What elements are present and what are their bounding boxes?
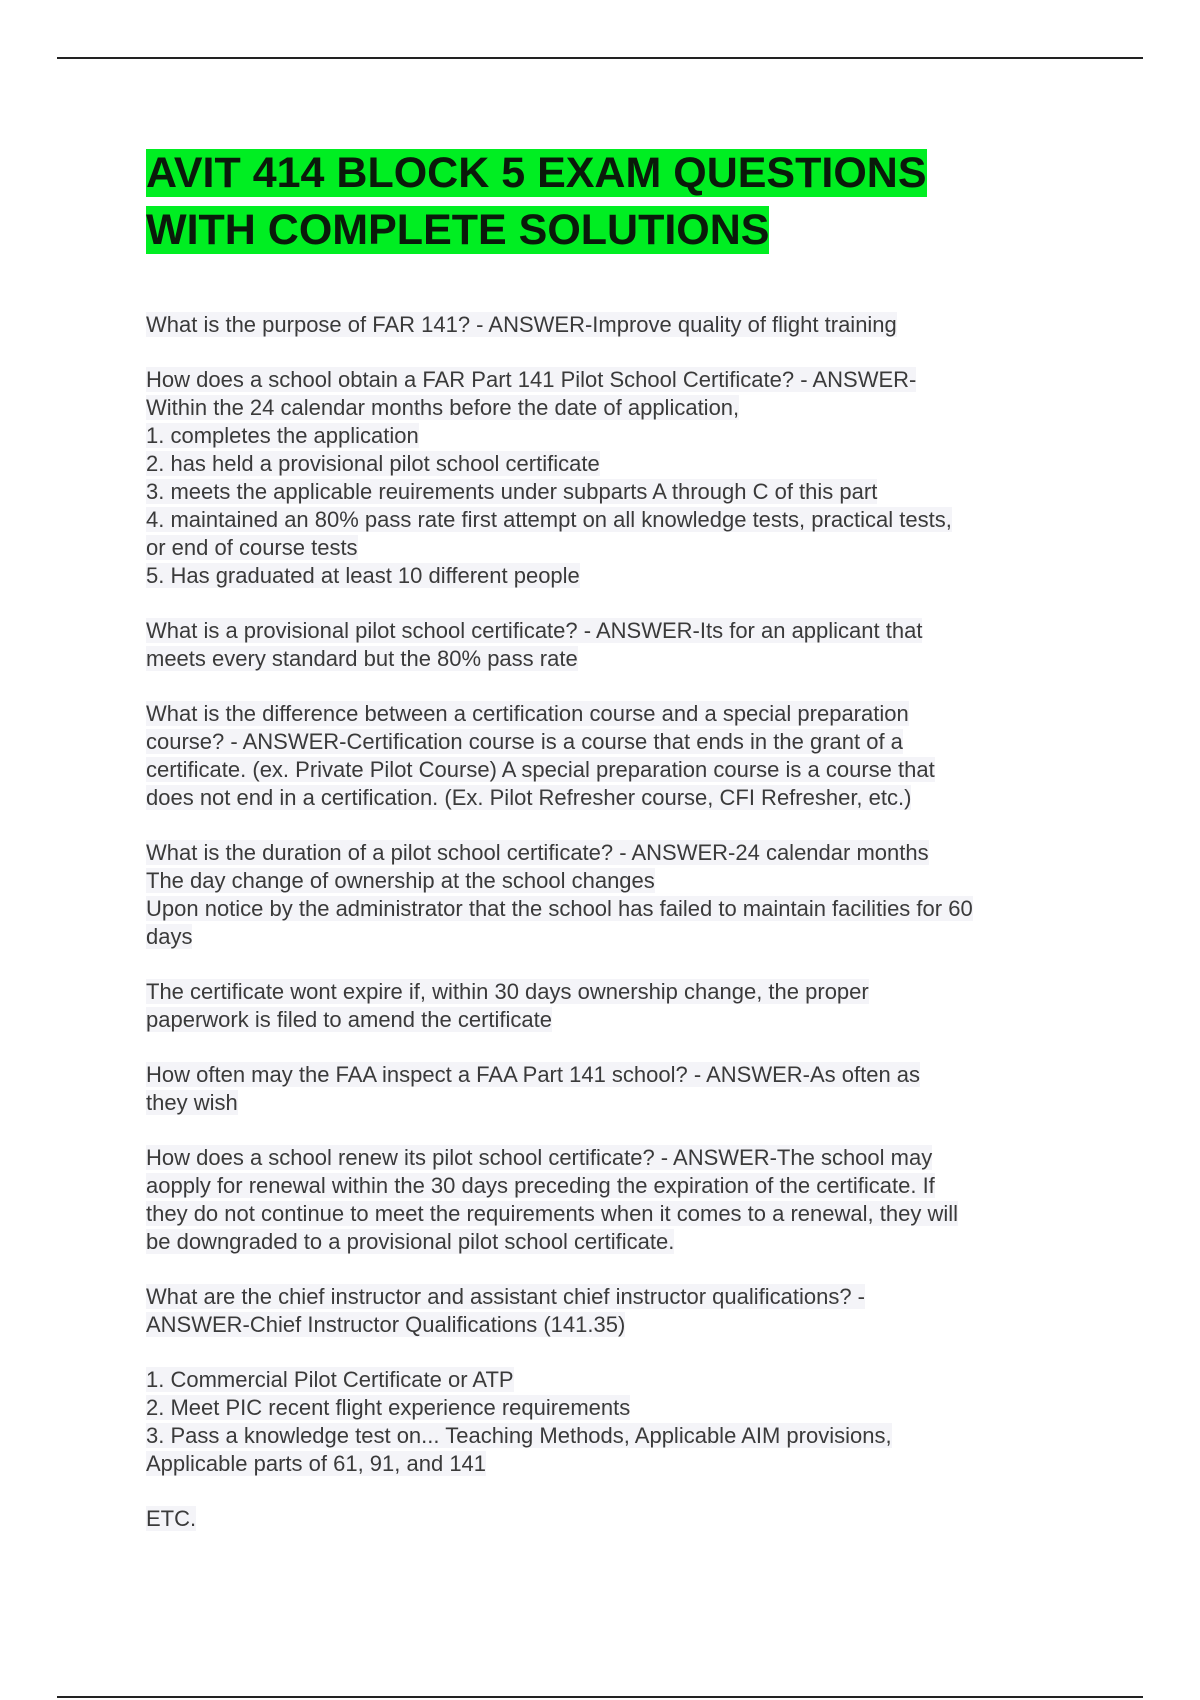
text-line [146, 394, 1066, 422]
text-line-content: How often may the FAA inspect a FAA Part 141 school? - ANSWER-As often as [146, 1062, 921, 1087]
text-line [146, 1144, 1066, 1172]
qa-list [146, 311, 1066, 1533]
text-line-content: they wish [146, 1090, 238, 1115]
text-line-content: does not end in a certification. (Ex. Pilot Refresher course, CFI Refresher, etc.) [146, 785, 912, 810]
text-line-content: certificate. (ex. Private Pilot Course) A special preparation course is a course that [146, 757, 935, 782]
text-line [146, 645, 1066, 673]
qa-block [146, 311, 1066, 339]
text-line-content: What is the purpose of FAR 141? - ANSWER-Improve quality of flight training [146, 312, 897, 337]
text-line-content: be downgraded to a provisional pilot school certificate. [146, 1229, 675, 1254]
text-line-content: How does a school renew its pilot school certificate? - ANSWER-The school may [146, 1145, 933, 1170]
qa-block [146, 1144, 1066, 1256]
text-line-content: ANSWER-Chief Instructor Qualifications (141.35) [146, 1312, 626, 1337]
text-line [146, 1061, 1066, 1089]
text-line [146, 923, 1066, 951]
text-line-content: Within the 24 calendar months before the date of application, [146, 395, 740, 420]
text-line-content: Upon notice by the administrator that the school has failed to maintain facilities for 60 [146, 896, 973, 921]
top-divider [57, 57, 1143, 59]
text-line [146, 728, 1066, 756]
text-line [146, 506, 1066, 534]
text-line-content: 5. Has graduated at least 10 different people [146, 563, 580, 588]
text-line-content: What are the chief instructor and assistant chief instructor qualifications? - [146, 1284, 866, 1309]
text-line-content: What is the difference between a certification course and a special preparation [146, 701, 909, 726]
text-line [146, 1200, 1066, 1228]
text-line [146, 1228, 1066, 1256]
text-line [146, 1505, 1066, 1533]
text-line-content: How does a school obtain a FAR Part 141 Pilot School Certificate? - ANSWER- [146, 367, 917, 392]
text-line-content: meets every standard but the 80% pass rate [146, 646, 578, 671]
text-line [146, 1394, 1066, 1422]
text-line [146, 1450, 1066, 1478]
qa-block [146, 617, 1066, 673]
text-line-content: paperwork is filed to amend the certificate [146, 1007, 552, 1032]
text-line [146, 839, 1066, 867]
text-line-content: What is a provisional pilot school certificate? - ANSWER-Its for an applicant that [146, 618, 923, 643]
text-line-content: Applicable parts of 61, 91, and 141 [146, 1451, 487, 1476]
text-line [146, 700, 1066, 728]
qa-block [146, 366, 1066, 590]
qa-block [146, 1505, 1066, 1533]
text-line-content: The day change of ownership at the school changes [146, 868, 655, 893]
text-line-content: 2. Meet PIC recent flight experience requirements [146, 1395, 631, 1420]
text-line-content: aopply for renewal within the 30 days preceding the expiration of the certificate. If [146, 1173, 935, 1198]
qa-block [146, 839, 1066, 951]
text-line [146, 1366, 1066, 1394]
text-line [146, 311, 1066, 339]
text-line-content: What is the duration of a pilot school certificate? - ANSWER-24 calendar months [146, 840, 929, 865]
text-line-content: 3. meets the applicable reuirements under subparts A through C of this part [146, 479, 878, 504]
title-line-2: WITH COMPLETE SOLUTIONS [146, 206, 770, 254]
text-line-content: 3. Pass a knowledge test on... Teaching Methods, Applicable AIM provisions, [146, 1423, 892, 1448]
qa-block [146, 700, 1066, 812]
document-title [146, 145, 1066, 259]
document-body [146, 145, 1066, 1560]
text-line-content: ETC. [146, 1506, 197, 1531]
text-line-content: 1. Commercial Pilot Certificate or ATP [146, 1367, 514, 1392]
text-line [146, 867, 1066, 895]
text-line-content: 1. completes the application [146, 423, 419, 448]
text-line [146, 1311, 1066, 1339]
text-line [146, 784, 1066, 812]
qa-block [146, 1366, 1066, 1478]
text-line [146, 978, 1066, 1006]
text-line-content: 2. has held a provisional pilot school certificate [146, 451, 600, 476]
text-line [146, 1006, 1066, 1034]
text-line [146, 534, 1066, 562]
text-line [146, 562, 1066, 590]
text-line-content: The certificate wont expire if, within 30 days ownership change, the proper [146, 979, 869, 1004]
text-line [146, 1172, 1066, 1200]
bottom-divider [57, 1696, 1143, 1698]
text-line [146, 756, 1066, 784]
text-line [146, 1089, 1066, 1117]
qa-block [146, 978, 1066, 1034]
text-line [146, 617, 1066, 645]
text-line [146, 478, 1066, 506]
text-line [146, 1283, 1066, 1311]
title-line-1: AVIT 414 BLOCK 5 EXAM QUESTIONS [146, 149, 927, 197]
text-line-content: days [146, 924, 193, 949]
qa-block [146, 1061, 1066, 1117]
text-line [146, 895, 1066, 923]
text-line-content: they do not continue to meet the requirements when it comes to a renewal, they will [146, 1201, 958, 1226]
text-line-content: 4. maintained an 80% pass rate first attempt on all knowledge tests, practical tests, [146, 507, 952, 532]
text-line [146, 422, 1066, 450]
text-line [146, 366, 1066, 394]
text-line-content: course? - ANSWER-Certification course is a course that ends in the grant of a [146, 729, 903, 754]
text-line [146, 450, 1066, 478]
qa-block [146, 1283, 1066, 1339]
text-line-content: or end of course tests [146, 535, 358, 560]
text-line [146, 1422, 1066, 1450]
